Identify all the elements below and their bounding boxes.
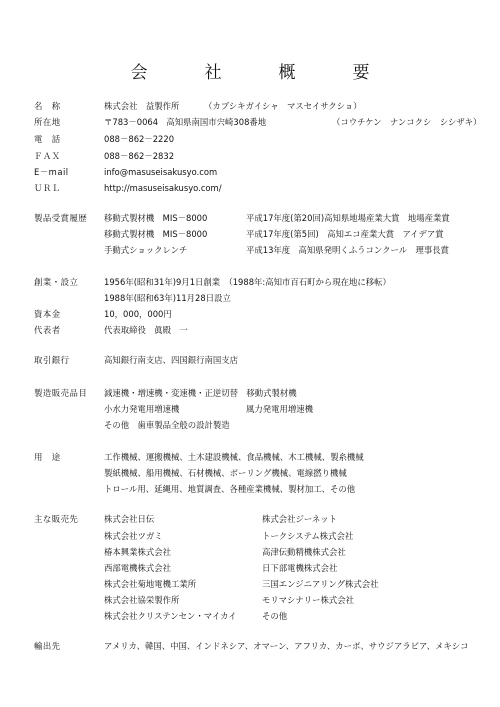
usage-line: 製紙機械、船用機械、石材機械、ボーリング機械、電線撚り機械 [104, 468, 347, 478]
address-reading: （コウチケン ナンコクシ シシザキ） [332, 117, 482, 127]
label-customers: 主な販売先 [34, 514, 79, 524]
export-countries: アメリカ、韓国、中国、インドネシア、オマーン、アフリカ、カーボ、サウジアラビア、メキシコ [104, 641, 469, 651]
customer-item: 株式会社ジーネット [262, 514, 337, 524]
customer-item: 株式会社ツガミ [104, 531, 163, 541]
label-email: E－mail [34, 167, 69, 177]
bank: 高知銀行南支店、四国銀行南国支店 [104, 355, 238, 365]
phone: 088－862－2220 [104, 134, 175, 144]
customer-item: 株式会社クリステンセン・マイカイ [104, 611, 237, 621]
label-capital: 資本金 [34, 309, 61, 319]
address: 〒783－0064 高知県南国市宍崎308番地 [104, 117, 267, 127]
company-name: 株式会社 益製作所 [104, 101, 180, 111]
customer-item: 三国エンジニアリング株式会社 [262, 579, 379, 589]
url: http://masuseisakusyo.com/ [104, 183, 222, 193]
products-line: 小水力発電用増速機 [104, 404, 180, 414]
label-name: 名 称 [34, 101, 61, 111]
capital: 10，000，000円 [104, 309, 172, 319]
customer-item: モリマシナリー株式会社 [262, 595, 354, 605]
label-url: ＵＲＬ [34, 183, 61, 193]
products-line: 減速機・増速機・変速機・正逆切替 移動式製材機 [104, 388, 297, 398]
award-title: 平成17年度(第20回)高知県地場産業大賞 地場産業賞 [246, 213, 450, 223]
page-title: 会 社 概 要 [130, 63, 390, 83]
award-title: 平成13年度 高知県発明くふうコンクール 理事長賞 [246, 245, 449, 255]
established-date: 1988年(昭和63年)11月28日設立 [104, 293, 231, 303]
customer-item: 日下部電機株式会社 [262, 563, 338, 573]
customer-item: 西部電機株式会社 [104, 563, 171, 573]
award-title: 平成17年度(第5回) 高知エコ産業大賞 アイデア賞 [246, 229, 444, 239]
customer-item: 株式会社協栄製作所 [104, 595, 180, 605]
award-product: 移動式製材機 MIS－8000 [104, 229, 208, 239]
customer-item: その他 [262, 611, 288, 621]
company-name-reading: （カブシキガイシャ マスセイサクショ） [204, 101, 362, 111]
label-phone: 電 話 [34, 134, 61, 144]
label-founded: 創業・設立 [34, 277, 79, 287]
usage-line: 工作機械、運搬機械、土木建設機械、食品機械、木工機械、製糸機械 [104, 452, 364, 462]
label-representative: 代表者 [34, 325, 61, 335]
products-line: その他 歯車製品全般の設計製造 [104, 420, 230, 430]
label-bank: 取引銀行 [34, 355, 70, 365]
customer-item: トークシステム株式会社 [262, 531, 354, 541]
founded-date: 1956年(昭和31年)9月1日創業 （1988年:高知市百石町から現在地に移転） [104, 277, 391, 287]
usage-line: トロール用、延縄用、地質調査、各種産業機械、製材加工、その他 [104, 484, 356, 494]
label-usage: 用 途 [34, 452, 61, 462]
label-awards: 製品受賞履歴 [34, 213, 88, 223]
label-export: 輸出先 [34, 641, 61, 651]
customer-item: 株式会社菊地電機工業所 [104, 579, 197, 589]
representative: 代表取締役 眞殿 一 [104, 325, 188, 335]
award-product: 手動式ショックレンチ [104, 245, 188, 255]
customer-item: 高津伝動精機株式会社 [262, 547, 346, 557]
customer-item: 株式会社日伝 [104, 514, 155, 524]
label-fax: ＦＡＸ [34, 151, 61, 161]
award-product: 移動式製材機 MIS－8000 [104, 213, 208, 223]
fax: 088－862－2832 [104, 151, 175, 161]
customer-item: 椿本興業株式会社 [104, 547, 171, 557]
label-address: 所在地 [34, 117, 61, 127]
email: info@masuseisakusyo.com [104, 167, 218, 177]
label-products: 製造販売品目 [34, 388, 88, 398]
products-line: 風力発電用増速機 [246, 404, 313, 414]
